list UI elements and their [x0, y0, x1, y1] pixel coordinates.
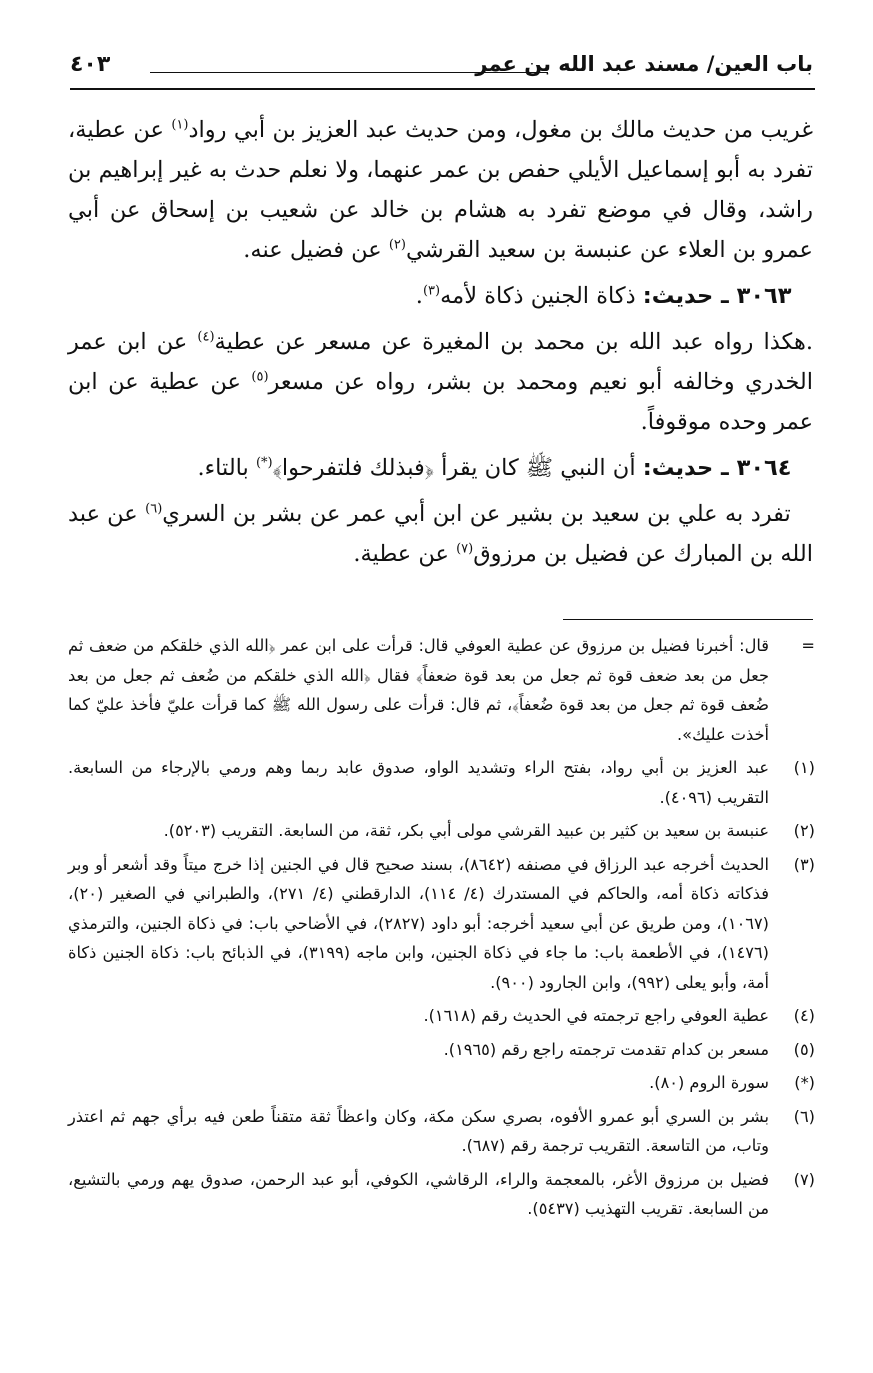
paragraph-1: غريب من حديث مالك بن مغول، ومن حديث عبد العزيز بن أبي رواد$^{(١)}$ عن عطية، تفرد به أبو إسماعيل الأيلي حفص بن عمر عنهما، ولا نعلم حدث به غير إبراهيم بن راشد، وقال في موضع تفرد به هشام بن خالد عن شعيب بن إسحاق عن أبي عمرو بن العلاء عن عنبسة بن سعيد القرشي$^{(٢)}$ عن فضيل عنه.: [68, 117, 813, 263]
footnote-separator: [563, 619, 813, 620]
footnote-label: (٢): [793, 821, 815, 840]
footnote-star: [68, 1068, 815, 1098]
footnote-label: (*): [794, 1073, 815, 1092]
footnote-ref-star: (*): [255, 455, 273, 471]
header-rule: [70, 88, 815, 90]
footnote-5: [68, 1035, 815, 1065]
hadith-number-3064: ٣٠٦٤ ـ حديث:: [642, 455, 792, 481]
footnote-text: قال: أخبرنا فضيل بن مرزوق عن عطية العوفي قال: قرأت على ابن عمر ﴿الله الذي خلقكم من ضعف ثم جعل من بعد ضعف قوة ثم جعل من بعد قوة ضعفاً﴾ فقال ﴿الله الذي خلقكم من ضُعف ثم جعل من بعد ضُعف قوة ثم جعل من بعد قوة ضُعفاً﴾، ثم قال: قرأت على رسول الله ﷺ كما قرأت عليّ فأخذ عليّ كما أخذت عليك».: [68, 636, 769, 744]
footnote-label: (٤): [793, 1006, 815, 1025]
footnote-1: [68, 753, 815, 812]
footnote-7: [68, 1165, 815, 1224]
footnote-ref-3: (٣): [422, 283, 441, 299]
footnote-6: [68, 1102, 815, 1161]
paragraph-2: .هكذا رواه عبد الله بن محمد بن المغيرة عن مسعر عن عطية$^{(٤)}$ عن ابن عمر الخدري وخالفه أبو نعيم ومحمد بن بشر، رواه عن مسعر$^{(٥)}$ عن عطية عن ابن عمر وحده موقوفاً.: [68, 329, 813, 435]
footnote-ref-7: (٧): [456, 541, 474, 557]
footnote-text: مسعر بن كدام تقدمت ترجمته راجع رقم (١٩٦٥).: [443, 1039, 769, 1059]
footnote-ref-5: (٥): [251, 369, 269, 385]
footnote-ref-4: (٤): [197, 329, 215, 345]
footnote-text: عبد العزيز بن أبي رواد، بفتح الراء وتشديد الواو، صدوق عابد ربما وهم ورمي بالإرجاء من السابعة. التقريب (٤٠٩٦).: [68, 758, 769, 807]
footnote-4: [68, 1001, 815, 1031]
footnote-continued: [68, 631, 815, 749]
hadith-3064: ٣٠٦٤ ـ حديث: أن النبي ﷺ كان يقرأ ﴿فبذلك فلتفرحوا﴾(*) بالتاء.: [197, 455, 792, 481]
footnote-label: =: [801, 636, 815, 655]
footnotes: [68, 631, 815, 1228]
header-title: باب العين/ مسند عبد الله بن عمر: [475, 52, 813, 76]
header-dash-line: [150, 72, 548, 73]
page-number: ٤٠٣: [70, 52, 111, 77]
footnote-label: (١): [793, 758, 815, 777]
hadith-3063: ٣٠٦٣ ـ حديث: ذكاة الجنين ذكاة لأمه$^{(٣)}$.: [415, 283, 792, 309]
footnote-ref-1: (١): [171, 117, 189, 133]
footnote-text: فضيل بن مرزوق الأغر، بالمعجمة والراء، الرقاشي، الكوفي، أبو عبد الرحمن، صدوق يهم ورمي بالتشيع، من السابعة. تقريب التهذيب (٥٤٣٧).: [68, 1169, 769, 1218]
footnote-ref-6: (٦): [145, 501, 163, 517]
footnote-text: عنبسة بن سعيد بن كثير بن عبيد القرشي مولى أبي بكر، ثقة، من السابعة. التقريب (٥٢٠٣).: [163, 821, 769, 840]
footnote-text: عطية العوفي راجع ترجمته في الحديث رقم (١٦١٨).: [423, 1006, 769, 1025]
paragraph-3: تفرد به علي بن سعيد بن بشير عن ابن أبي عمر عن بشر بن السري$^{(٦)}$ عن عبد الله بن المبارك عن فضيل بن مرزوق$^{(٧)}$ عن عطية.: [68, 501, 813, 567]
footnote-label: (٦): [793, 1106, 815, 1126]
footnote-3: [68, 850, 815, 998]
running-header: [70, 50, 813, 86]
footnote-ref-2: (٢): [388, 237, 406, 253]
main-text: [68, 110, 813, 574]
footnote-label: (٣): [793, 854, 815, 874]
footnote-label: (٧): [793, 1169, 815, 1189]
footnote-label: (٥): [793, 1039, 815, 1059]
footnote-text: بشر بن السري أبو عمرو الأفوه، بصري سكن مكة، وكان واعظاً ثقة متقناً طعن فيه برأي جهم ثم اعتذر وتاب، من التاسعة. التقريب ترجمة رقم (٦٨٧).: [68, 1106, 769, 1155]
footnote-text: سورة الروم (٨٠).: [649, 1073, 769, 1092]
footnote-text: الحديث أخرجه عبد الرزاق في مصنفه (٨٦٤٢)، بسند صحيح قال في الجنين إذا خرج ميتاً وقد أشعر أو وبر فذكاته ذكاة أمه، والحاكم في المستدرك (٤/ ١١٤)، الدارقطني (٤/ ٢٧١)، والطبراني في الصغير (٢٠)، (١٠٦٧)، ومن طريق عن أبي سعيد أخرجه: أبو داود (٢٨٢٧)، في الأضاحي باب: في ذكاة الجنين، والترمذي (١٤٧٦)، في الأطعمة باب: ما جاء في ذكاة الجنين، وابن ماجه (٣١٩٩)، في الذبائح باب: ذكاة الجنين ذكاة أمة، وأبو يعلى (٩٩٢)، وابن الجارود (٩٠٠).: [68, 854, 769, 992]
hadith-number-3063: ٣٠٦٣ ـ حديث:: [642, 283, 792, 309]
footnote-2: [68, 816, 815, 846]
